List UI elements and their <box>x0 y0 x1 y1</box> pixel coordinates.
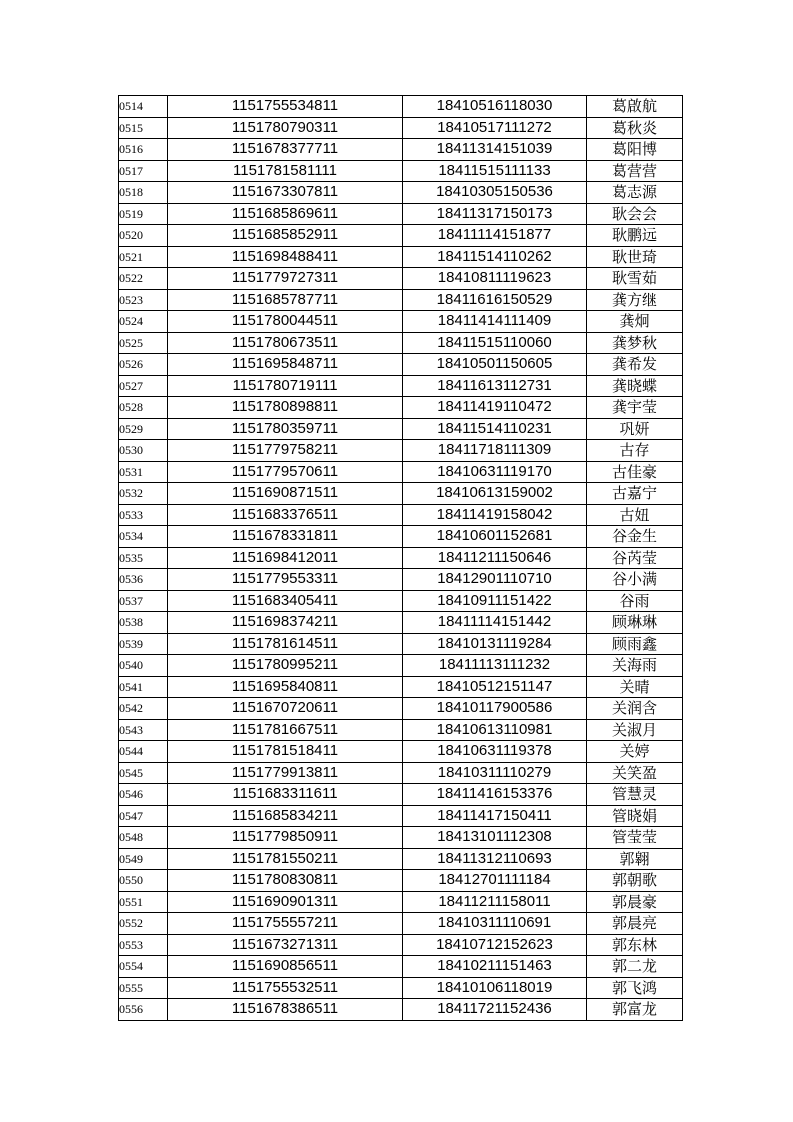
id-number-cell: 1151779850911 <box>168 827 403 849</box>
person-name-cell: 古嘉宁 <box>587 483 683 505</box>
id-number-cell: 1151781667511 <box>168 719 403 741</box>
table-row <box>119 96 683 118</box>
seq-cell: 0518 <box>119 182 168 204</box>
seq-cell: 0515 <box>119 117 168 139</box>
id-number-cell: 1151755557211 <box>168 913 403 935</box>
person-name-cell: 郭晨亮 <box>587 913 683 935</box>
id-number-cell: 1151685852911 <box>168 225 403 247</box>
table-row <box>119 827 683 849</box>
person-name-cell: 古妞 <box>587 504 683 526</box>
table-row <box>119 934 683 956</box>
roster-body <box>119 96 683 1021</box>
seq-cell: 0529 <box>119 418 168 440</box>
seq-cell: 0553 <box>119 934 168 956</box>
table-row <box>119 483 683 505</box>
registration-number-cell: 18411414111409 <box>403 311 587 333</box>
table-row <box>119 311 683 333</box>
id-number-cell: 1151683376511 <box>168 504 403 526</box>
registration-number-cell: 18410911151422 <box>403 590 587 612</box>
table-row <box>119 848 683 870</box>
seq-cell: 0552 <box>119 913 168 935</box>
person-name-cell: 谷雨 <box>587 590 683 612</box>
seq-cell: 0534 <box>119 526 168 548</box>
table-row <box>119 354 683 376</box>
table-row <box>119 891 683 913</box>
table-row <box>119 418 683 440</box>
id-number-cell: 1151698412011 <box>168 547 403 569</box>
table-row <box>119 139 683 161</box>
registration-number-cell: 18410631119170 <box>403 461 587 483</box>
id-number-cell: 1151698488411 <box>168 246 403 268</box>
seq-cell: 0546 <box>119 784 168 806</box>
table-row <box>119 655 683 677</box>
id-number-cell: 1151780790311 <box>168 117 403 139</box>
id-number-cell: 1151779570611 <box>168 461 403 483</box>
person-name-cell: 耿鹏远 <box>587 225 683 247</box>
table-row <box>119 633 683 655</box>
seq-cell: 0555 <box>119 977 168 999</box>
seq-cell: 0531 <box>119 461 168 483</box>
person-name-cell: 葛啟航 <box>587 96 683 118</box>
registration-number-cell: 18410117900586 <box>403 698 587 720</box>
seq-cell: 0556 <box>119 999 168 1021</box>
id-number-cell: 1151690871511 <box>168 483 403 505</box>
registration-number-cell: 18411417150411 <box>403 805 587 827</box>
registration-number-cell: 18411613112731 <box>403 375 587 397</box>
seq-cell: 0533 <box>119 504 168 526</box>
table-row <box>119 547 683 569</box>
table-row <box>119 805 683 827</box>
table-row <box>119 870 683 892</box>
registration-number-cell: 18412901110710 <box>403 569 587 591</box>
person-name-cell: 耿世琦 <box>587 246 683 268</box>
table-row <box>119 375 683 397</box>
table-row <box>119 784 683 806</box>
registration-number-cell: 18411419158042 <box>403 504 587 526</box>
table-row <box>119 246 683 268</box>
id-number-cell: 1151779727311 <box>168 268 403 290</box>
seq-cell: 0519 <box>119 203 168 225</box>
person-name-cell: 谷芮莹 <box>587 547 683 569</box>
id-number-cell: 1151780719111 <box>168 375 403 397</box>
id-number-cell: 1151780995211 <box>168 655 403 677</box>
id-number-cell: 1151780359711 <box>168 418 403 440</box>
person-name-cell: 葛秋炎 <box>587 117 683 139</box>
id-number-cell: 1151781518411 <box>168 741 403 763</box>
person-name-cell: 龚梦秋 <box>587 332 683 354</box>
person-name-cell: 巩妍 <box>587 418 683 440</box>
person-name-cell: 管莹莹 <box>587 827 683 849</box>
table-row <box>119 397 683 419</box>
seq-cell: 0516 <box>119 139 168 161</box>
id-number-cell: 1151755534811 <box>168 96 403 118</box>
table-row <box>119 590 683 612</box>
registration-number-cell: 18411416153376 <box>403 784 587 806</box>
registration-number-cell: 18411314151039 <box>403 139 587 161</box>
person-name-cell: 关婷 <box>587 741 683 763</box>
table-row <box>119 612 683 634</box>
person-name-cell: 龚希发 <box>587 354 683 376</box>
person-name-cell: 耿雪茹 <box>587 268 683 290</box>
table-row <box>119 461 683 483</box>
person-name-cell: 关润含 <box>587 698 683 720</box>
seq-cell: 0517 <box>119 160 168 182</box>
registration-number-cell: 18411514110262 <box>403 246 587 268</box>
registration-number-cell: 18410211151463 <box>403 956 587 978</box>
id-number-cell: 1151698374211 <box>168 612 403 634</box>
registration-number-cell: 18410305150536 <box>403 182 587 204</box>
table-row <box>119 504 683 526</box>
person-name-cell: 耿会会 <box>587 203 683 225</box>
table-row <box>119 977 683 999</box>
person-name-cell: 郭富龙 <box>587 999 683 1021</box>
registration-number-cell: 18410131119284 <box>403 633 587 655</box>
seq-cell: 0551 <box>119 891 168 913</box>
person-name-cell: 谷金生 <box>587 526 683 548</box>
registration-number-cell: 18411211150646 <box>403 547 587 569</box>
seq-cell: 0542 <box>119 698 168 720</box>
seq-cell: 0537 <box>119 590 168 612</box>
id-number-cell: 1151685787711 <box>168 289 403 311</box>
seq-cell: 0540 <box>119 655 168 677</box>
seq-cell: 0536 <box>119 569 168 591</box>
registration-number-cell: 18410501150605 <box>403 354 587 376</box>
seq-cell: 0528 <box>119 397 168 419</box>
registration-number-cell: 18411312110693 <box>403 848 587 870</box>
seq-cell: 0514 <box>119 96 168 118</box>
person-name-cell: 葛志源 <box>587 182 683 204</box>
table-row <box>119 526 683 548</box>
seq-cell: 0525 <box>119 332 168 354</box>
seq-cell: 0549 <box>119 848 168 870</box>
registration-number-cell: 18411515110060 <box>403 332 587 354</box>
id-number-cell: 1151670720611 <box>168 698 403 720</box>
table-row <box>119 203 683 225</box>
registration-number-cell: 18410811119623 <box>403 268 587 290</box>
id-number-cell: 1151779553311 <box>168 569 403 591</box>
id-number-cell: 1151780044511 <box>168 311 403 333</box>
registration-number-cell: 18413101112308 <box>403 827 587 849</box>
registration-number-cell: 18410613110981 <box>403 719 587 741</box>
registration-number-cell: 18410613159002 <box>403 483 587 505</box>
table-row <box>119 676 683 698</box>
registration-number-cell: 18411317150173 <box>403 203 587 225</box>
person-name-cell: 龚炯 <box>587 311 683 333</box>
person-name-cell: 郭晨豪 <box>587 891 683 913</box>
table-row <box>119 182 683 204</box>
table-row <box>119 956 683 978</box>
seq-cell: 0521 <box>119 246 168 268</box>
person-name-cell: 古佳豪 <box>587 461 683 483</box>
seq-cell: 0547 <box>119 805 168 827</box>
registration-number-cell: 18411114151442 <box>403 612 587 634</box>
seq-cell: 0539 <box>119 633 168 655</box>
table-row <box>119 440 683 462</box>
person-name-cell: 古存 <box>587 440 683 462</box>
seq-cell: 0522 <box>119 268 168 290</box>
table-row <box>119 741 683 763</box>
person-name-cell: 龚宇莹 <box>587 397 683 419</box>
table-row <box>119 719 683 741</box>
person-name-cell: 郭朝歌 <box>587 870 683 892</box>
id-number-cell: 1151678377711 <box>168 139 403 161</box>
id-number-cell: 1151683311611 <box>168 784 403 806</box>
id-number-cell: 1151690856511 <box>168 956 403 978</box>
seq-cell: 0538 <box>119 612 168 634</box>
id-number-cell: 1151780830811 <box>168 870 403 892</box>
seq-cell: 0523 <box>119 289 168 311</box>
id-number-cell: 1151673271311 <box>168 934 403 956</box>
registration-number-cell: 18410311110279 <box>403 762 587 784</box>
seq-cell: 0545 <box>119 762 168 784</box>
person-name-cell: 关淑月 <box>587 719 683 741</box>
seq-cell: 0548 <box>119 827 168 849</box>
registration-number-cell: 18410601152681 <box>403 526 587 548</box>
id-number-cell: 1151695848711 <box>168 354 403 376</box>
person-name-cell: 郭飞鸿 <box>587 977 683 999</box>
registration-number-cell: 18410106118019 <box>403 977 587 999</box>
table-row <box>119 762 683 784</box>
registration-number-cell: 18410712152623 <box>403 934 587 956</box>
seq-cell: 0526 <box>119 354 168 376</box>
seq-cell: 0520 <box>119 225 168 247</box>
id-number-cell: 1151673307811 <box>168 182 403 204</box>
person-name-cell: 郭二龙 <box>587 956 683 978</box>
registration-number-cell: 18411113111232 <box>403 655 587 677</box>
person-name-cell: 关海雨 <box>587 655 683 677</box>
id-number-cell: 1151685869611 <box>168 203 403 225</box>
id-number-cell: 1151779758211 <box>168 440 403 462</box>
person-name-cell: 关笑盈 <box>587 762 683 784</box>
id-number-cell: 1151781581111 <box>168 160 403 182</box>
registration-number-cell: 18410517111272 <box>403 117 587 139</box>
id-number-cell: 1151678386511 <box>168 999 403 1021</box>
seq-cell: 0550 <box>119 870 168 892</box>
seq-cell: 0524 <box>119 311 168 333</box>
table-row <box>119 289 683 311</box>
id-number-cell: 1151781614511 <box>168 633 403 655</box>
registration-number-cell: 18411419110472 <box>403 397 587 419</box>
person-name-cell: 顾雨鑫 <box>587 633 683 655</box>
id-number-cell: 1151683405411 <box>168 590 403 612</box>
seq-cell: 0530 <box>119 440 168 462</box>
table-row <box>119 999 683 1021</box>
registration-number-cell: 18410516118030 <box>403 96 587 118</box>
person-name-cell: 葛阳博 <box>587 139 683 161</box>
registration-number-cell: 18411718111309 <box>403 440 587 462</box>
person-name-cell: 顾琳琳 <box>587 612 683 634</box>
table-row <box>119 913 683 935</box>
registration-number-cell: 18411721152436 <box>403 999 587 1021</box>
seq-cell: 0544 <box>119 741 168 763</box>
seq-cell: 0543 <box>119 719 168 741</box>
person-name-cell: 谷小满 <box>587 569 683 591</box>
registration-number-cell: 18411114151877 <box>403 225 587 247</box>
registration-number-cell: 18411514110231 <box>403 418 587 440</box>
person-name-cell: 郭翱 <box>587 848 683 870</box>
id-number-cell: 1151690901311 <box>168 891 403 913</box>
roster-table <box>118 95 683 1021</box>
registration-number-cell: 18411211158011 <box>403 891 587 913</box>
id-number-cell: 1151685834211 <box>168 805 403 827</box>
person-name-cell: 葛营营 <box>587 160 683 182</box>
person-name-cell: 管慧灵 <box>587 784 683 806</box>
seq-cell: 0527 <box>119 375 168 397</box>
registration-number-cell: 18411616150529 <box>403 289 587 311</box>
person-name-cell: 郭东林 <box>587 934 683 956</box>
table-row <box>119 160 683 182</box>
seq-cell: 0554 <box>119 956 168 978</box>
registration-number-cell: 18412701111184 <box>403 870 587 892</box>
seq-cell: 0532 <box>119 483 168 505</box>
table-row <box>119 268 683 290</box>
table-row <box>119 569 683 591</box>
seq-cell: 0535 <box>119 547 168 569</box>
registration-number-cell: 18410311110691 <box>403 913 587 935</box>
person-name-cell: 龚晓蝶 <box>587 375 683 397</box>
table-row <box>119 225 683 247</box>
id-number-cell: 1151780673511 <box>168 332 403 354</box>
table-row <box>119 332 683 354</box>
table-row <box>119 117 683 139</box>
person-name-cell: 管晓娟 <box>587 805 683 827</box>
registration-number-cell: 18410631119378 <box>403 741 587 763</box>
id-number-cell: 1151678331811 <box>168 526 403 548</box>
id-number-cell: 1151755532511 <box>168 977 403 999</box>
registration-number-cell: 18411515111133 <box>403 160 587 182</box>
id-number-cell: 1151779913811 <box>168 762 403 784</box>
id-number-cell: 1151781550211 <box>168 848 403 870</box>
table-row <box>119 698 683 720</box>
seq-cell: 0541 <box>119 676 168 698</box>
person-name-cell: 关晴 <box>587 676 683 698</box>
person-name-cell: 龚方继 <box>587 289 683 311</box>
id-number-cell: 1151695840811 <box>168 676 403 698</box>
registration-number-cell: 18410512151147 <box>403 676 587 698</box>
id-number-cell: 1151780898811 <box>168 397 403 419</box>
